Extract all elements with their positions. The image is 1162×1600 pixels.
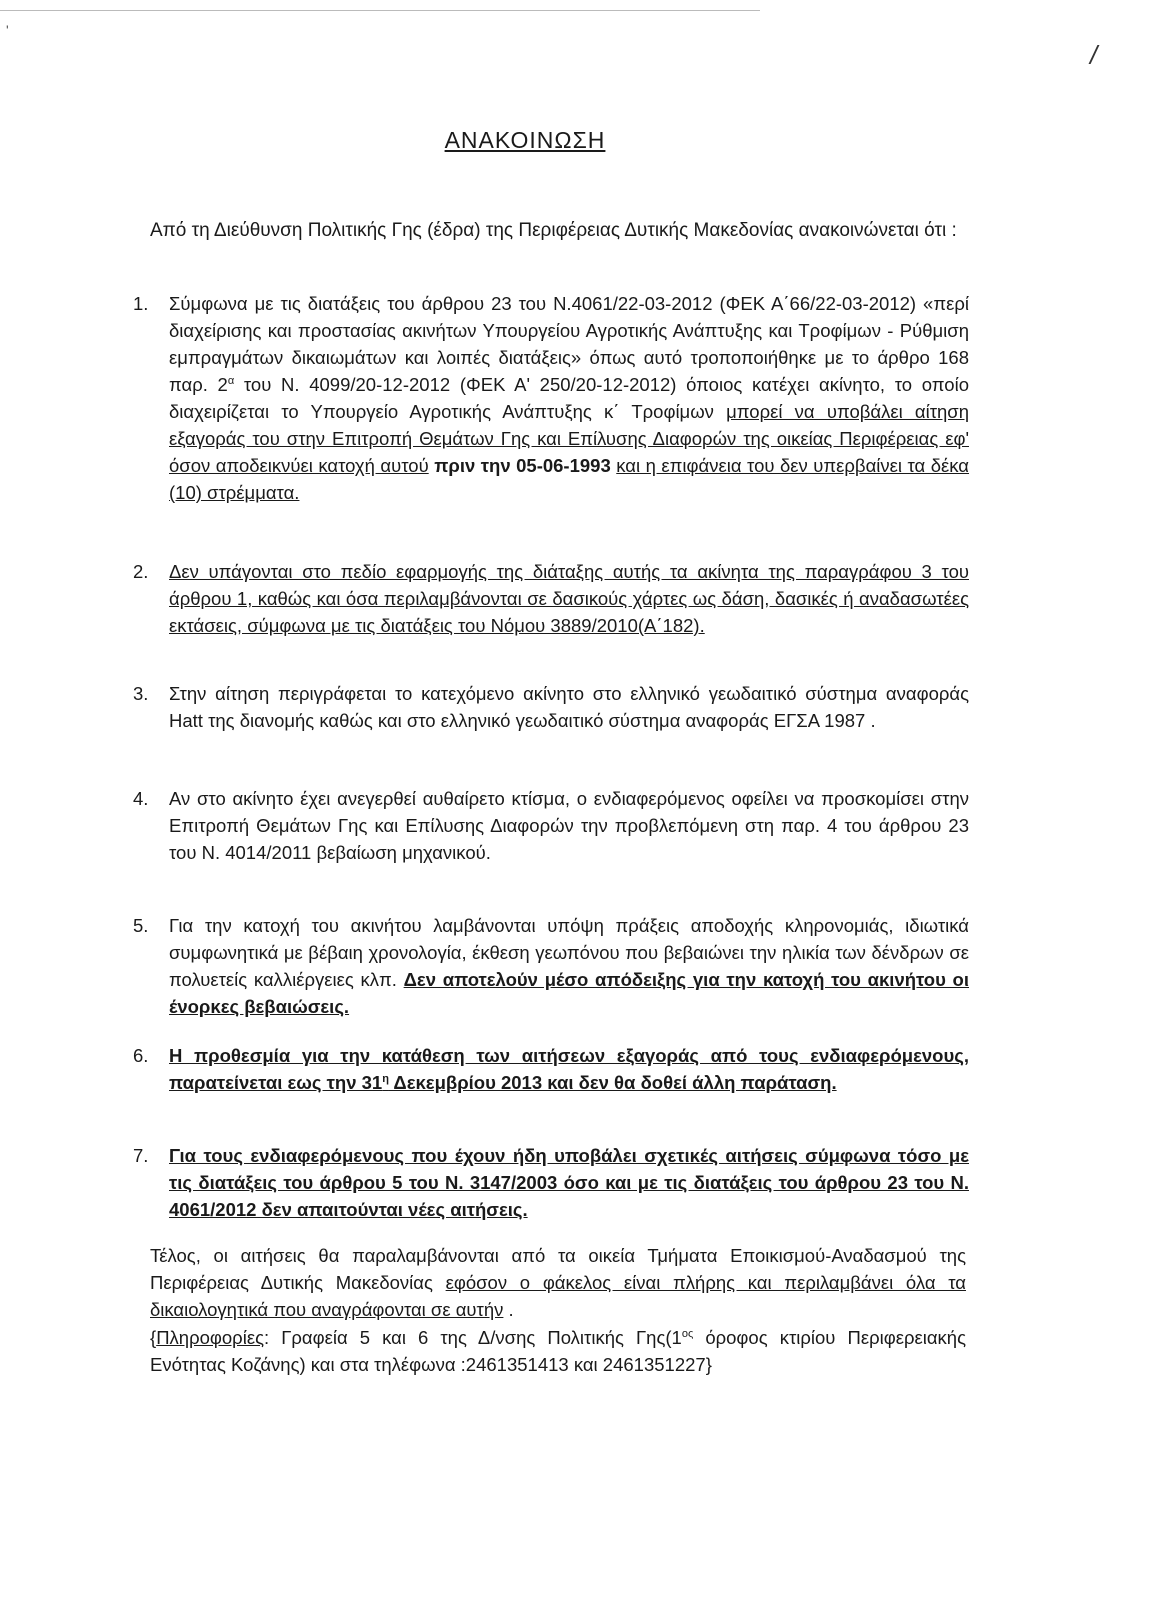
item-text: Δεκεμβρίου 2013 και δεν θα δοθεί άλλη παράταση. (388, 1072, 837, 1093)
item-number: 2. (133, 561, 149, 582)
list-item-7 (133, 1142, 969, 1223)
intro-paragraph: Από τη Διεύθυνση Πολιτικής Γης (έδρα) της Περιφέρειας Δυτικής Μακεδονίας ανακοινώνεται ότι : (150, 220, 957, 241)
bold-date: πριν την 05-06-1993 (434, 455, 611, 476)
closing-paragraph (150, 1242, 966, 1323)
item-body (169, 912, 969, 1020)
page-title: ΑΝΑΚΟΙΝΩΣΗ (444, 127, 606, 153)
list-item-5 (133, 912, 969, 1020)
brace-open: { (150, 1327, 157, 1348)
item-body: Αν στο ακίνητο έχει ανεγερθεί αυθαίρετο κτίσμα, ο ενδιαφερόμενος οφείλει να προσκομίσει στην Επιτροπή Θεμάτων Γης και Επίλυσης Διαφορών την προβλεπόμενη στη παρ. 4 του άρθρου 23 του Ν. 4014/2011 βεβαίωση μηχανικού. (169, 788, 969, 863)
underlined-text: μπορεί να υποβάλει αίτηση εξαγοράς του στην Επιτροπή Θεμάτων Γης και Επίλυσης Διαφορών της οικείας Περιφέρειας εφ' όσον αποδεικνύει κατοχή αυτού (169, 401, 969, 476)
item-number: 1. (133, 293, 149, 314)
info-text: όροφος κτιρίου Περιφερειακής Ενότητας Κοζάνης) και στα τηλέφωνα :2461351413 και 2461351227} (150, 1327, 966, 1375)
item-number: 4. (133, 788, 149, 809)
underlined-text: και η επιφάνεια του δεν υπερβαίνει τα δέκα (10) στρέμματα. (169, 455, 970, 503)
list-item-1 (133, 290, 969, 506)
list-item-4 (133, 785, 969, 866)
superscript: η (382, 1072, 389, 1085)
closing-end: . (503, 1299, 514, 1320)
handwritten-corner-mark: / (1090, 40, 1098, 70)
list-item-2 (133, 558, 969, 639)
list-item-6 (133, 1042, 969, 1096)
item-text: του Ν. 4099/20-12-2012 (ΦΕΚ Α' 250/20-12-2012) όποιος κατέχει ακίνητο, το οποίο διαχειρίζεται το Υπουργείο Αγροτικής Ανάπτυξης κ΄ Τροφίμων (169, 374, 969, 422)
item-text: Σύμφωνα με τις διατάξεις του άρθρου 23 του Ν.4061/22-03-2012 (ΦΕΚ Α΄66/22-03-2012) «περί διαχείρισης και προστασίας ακινήτων Υπουργείου Αγροτικής Ανάπτυξης και Τροφίμων - Ρύθμιση εμπραγμάτων δικαιωμάτων και λοιπές διατάξεις» όπως αυτό τροποποιήθηκε με το άρθρο 168 παρ. 2 (169, 293, 969, 395)
underlined-text: εφόσον ο φάκελος είναι πλήρης και περιλαμβάνει όλα τα δικαιολογητικά που αναγράφονται σε αυτήν (150, 1272, 966, 1320)
list-item-3 (133, 680, 969, 734)
superscript: α (227, 374, 235, 387)
info-label: Πληροφορίες (156, 1327, 264, 1348)
item-number: 6. (133, 1045, 149, 1066)
item-body: Στην αίτηση περιγράφεται το κατεχόμενο ακίνητο στο ελληνικό γεωδαιτικό σύστημα αναφοράς Hatt της διανομής καθώς και στο ελληνικό γεωδαιτικό σύστημα αναφοράς ΕΓΣΑ 1987 . (169, 683, 969, 731)
item-number: 5. (133, 915, 149, 936)
item-body (169, 1042, 969, 1096)
item-body: Για τους ενδιαφερόμενους που έχουν ήδη υποβάλει σχετικές αιτήσεις σύμφωνα τόσο με τις διατάξεις του άρθρου 5 του Ν. 3147/2003 όσο και με τις διατάξεις του άρθρου 23 του Ν. 4061/2012 δεν απαιτούνται νέες αιτήσεις. (169, 1145, 969, 1220)
item-text: Για την κατοχή του ακινήτου λαμβάνονται υπόψη πράξεις αποδοχής κληρονομιάς, ιδιωτικά συμφωνητικά με βέβαιη χρονολογία, έκθεση γεωπόνου που βεβαιώνει την ηλικία των δένδρων σε πολυετείς καλλιέργειες κλπ. (169, 915, 969, 990)
closing-text: Τέλος, οι αιτήσεις θα παραλαμβάνονται από τα οικεία Τμήματα Εποικισμού-Αναδασμού της Περιφέρειας Δυτικής Μακεδονίας (150, 1245, 966, 1293)
superscript: ος (681, 1327, 694, 1340)
scan-top-edge (0, 10, 760, 11)
scan-mark: ' (6, 22, 9, 38)
bold-underlined-text: Δεν αποτελούν μέσο απόδειξης για την κατοχή του ακινήτου οι ένορκες βεβαιώσεις. (169, 969, 969, 1017)
contact-info (150, 1324, 966, 1378)
item-body: Δεν υπάγονται στο πεδίο εφαρμογής της διάταξης αυτής τα ακίνητα της παραγράφου 3 του άρθρου 1, καθώς και όσα περιλαμβάνονται σε δασικούς χάρτες ως δάση, δασικές ή αναδασωτέες εκτάσεις, σύμφωνα με τις διατάξεις του Νόμου 3889/2010(Α΄182). (169, 561, 969, 636)
item-number: 7. (133, 1145, 149, 1166)
item-body (169, 290, 969, 506)
info-text: : Γραφεία 5 και 6 της Δ/νσης Πολιτικής Γης(1 (263, 1327, 682, 1348)
item-text: Η προθεσμία για την κατάθεση των αιτήσεων εξαγοράς από τους ενδιαφερόμενους, παρατείνεται εως την 31 (169, 1045, 969, 1093)
item-number: 3. (133, 683, 149, 704)
